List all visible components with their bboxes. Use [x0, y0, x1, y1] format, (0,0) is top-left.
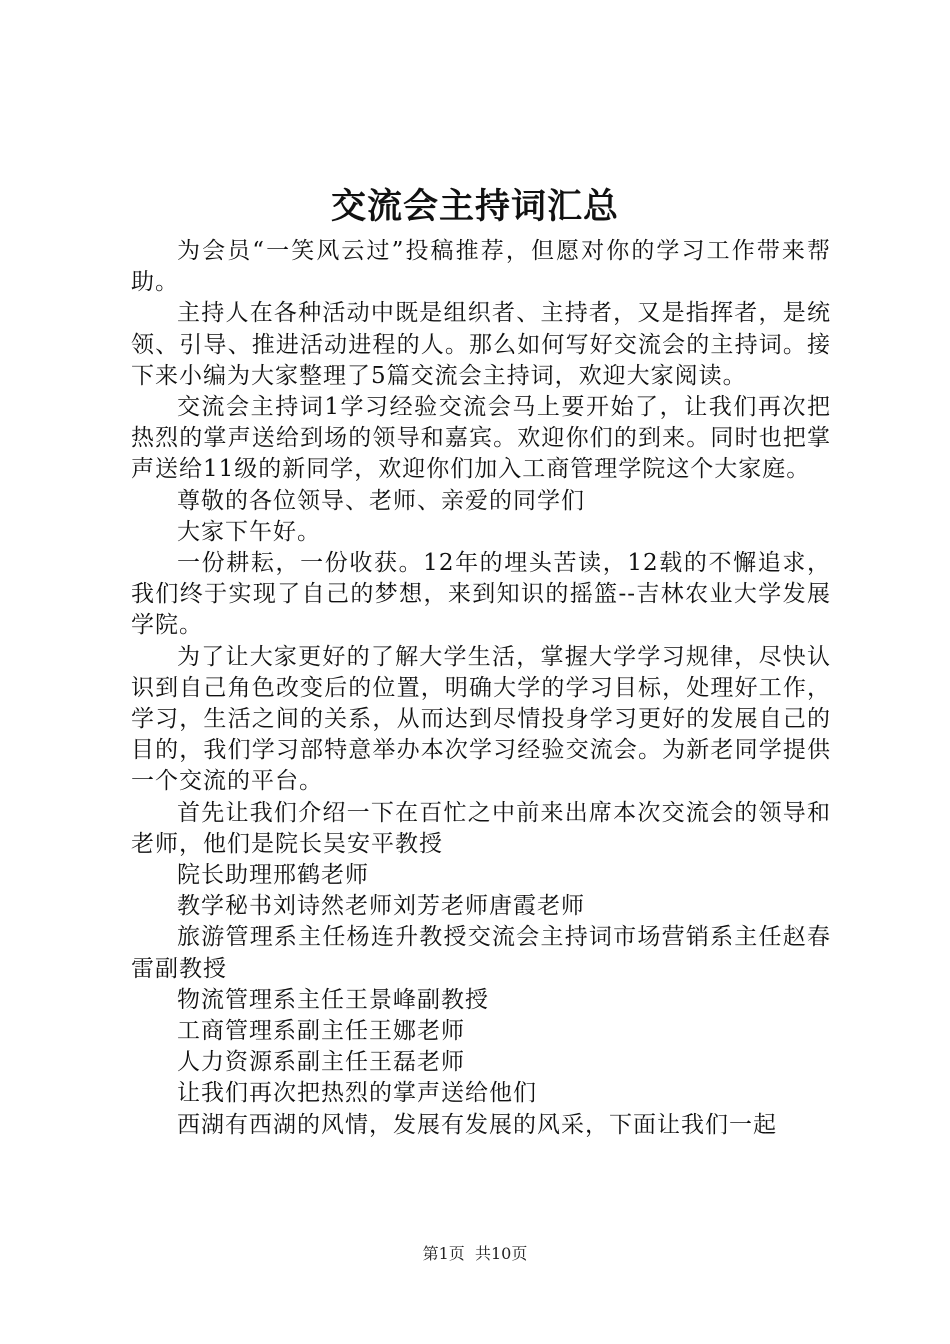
paragraph-introduce-guests: 首先让我们介绍一下在百忙之中前来出席本次交流会的领导和老师，他们是院长吴安平教授 — [131, 799, 831, 857]
page-total: 共10页 — [474, 1244, 528, 1263]
paragraph-purpose: 为了让大家更好的了解大学生活，掌握大学学习规律，尽快认识到自己角色改变后的位置，明确大学的学习目标，处理好工作，学习，生活之间的关系，从而达到尽情投身学习更好的发展自己的目的，我们学习部特意举办本次学习经验交流会。为新老同学提供一个交流的平台。 — [131, 643, 831, 795]
paragraph-west-lake: 西湖有西湖的风情，发展有发展的风采，下面让我们一起 — [177, 1111, 777, 1138]
paragraph-applause: 让我们再次把热烈的掌声送给他们 — [177, 1080, 537, 1107]
document-body — [131, 236, 831, 1141]
page-number: 第1页 — [422, 1244, 465, 1263]
paragraph-guest-1: 院长助理邢鹤老师 — [177, 862, 369, 889]
page-footer — [0, 1242, 950, 1266]
paragraph-harvest: 一份耕耘，一份收获。12年的埋头苦读，12载的不懈追求，我们终于实现了自己的梦想，来到知识的摇篮--吉林农业大学发展学院。 — [131, 550, 831, 639]
paragraph-guest-6: 人力资源系副主任王磊老师 — [177, 1049, 465, 1076]
paragraph-guest-4: 物流管理系主任王景峰副教授 — [177, 986, 489, 1013]
paragraph-good-afternoon: 大家下午好。 — [177, 518, 321, 545]
paragraph-host-role: 主持人在各种活动中既是组织者、主持者，又是指挥者，是统领、引导、推进活动进程的人。那么如何写好交流会的主持词。接下来小编为大家整理了5篇交流会主持词，欢迎大家阅读。 — [131, 300, 831, 389]
document-title: 交流会主持词汇总 — [330, 186, 619, 227]
paragraph-speech-1-opening: 交流会主持词1学习经验交流会马上要开始了，让我们再次把热烈的掌声送给到场的领导和嘉宾。欢迎你们的到来。同时也把掌声送给11级的新同学，欢迎你们加入工商管理学院这个大家庭。 — [131, 394, 831, 483]
paragraph-intro: 为会员“一笑风云过”投稿推荐，但愿对你的学习工作带来帮助。 — [131, 238, 831, 296]
paragraph-greeting: 尊敬的各位领导、老师、亲爱的同学们 — [177, 487, 585, 514]
paragraph-guest-3: 旅游管理系主任杨连升教授交流会主持词市场营销系主任赵春雷副教授 — [131, 924, 831, 982]
paragraph-guest-5: 工商管理系副主任王娜老师 — [177, 1018, 465, 1045]
paragraph-guest-2: 教学秘书刘诗然老师刘芳老师唐霞老师 — [177, 893, 585, 920]
